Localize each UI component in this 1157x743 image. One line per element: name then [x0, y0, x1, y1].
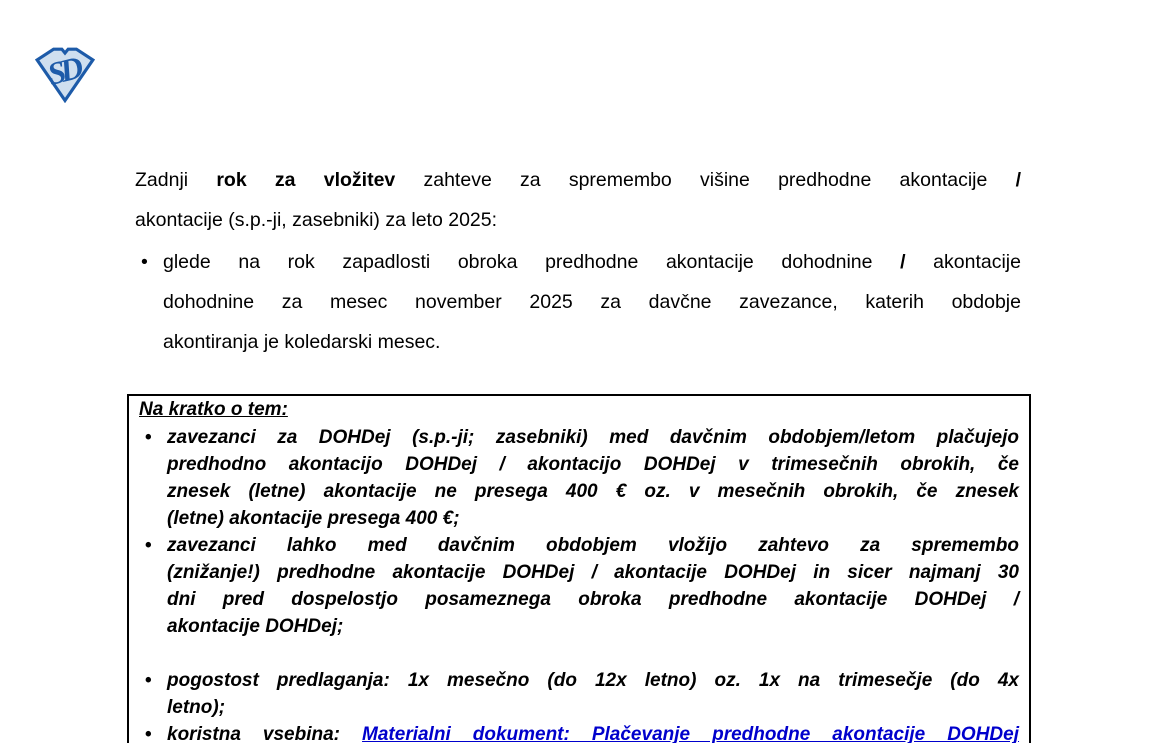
intro-paragraph — [135, 160, 1021, 240]
text-segment: glede na rok zapadlosti obroka predhodne akontacije dohodnine — [163, 251, 901, 273]
text-segment: rok za vložitev — [216, 169, 396, 191]
text-line — [167, 586, 1019, 613]
summary-box — [127, 394, 1031, 743]
text-line — [167, 505, 1019, 532]
summary-bullet-1 — [167, 424, 1019, 532]
text-segment: pogostost predlaganja: 1x mesečno (do 12x letno) oz. 1x na trimesečje (do 4x — [167, 670, 1019, 691]
sd-logo — [33, 46, 97, 103]
text-segment: dni pred dospelostjo posameznega obroka predhodne akontacije DOHDej / — [167, 589, 1019, 610]
text-line — [167, 613, 1019, 640]
text-line — [163, 282, 1021, 322]
text-segment: predhodno akontacijo DOHDej / akontacijo DOHDej v trimesečnih obrokih, če — [167, 454, 1019, 475]
text-segment: zavezanci za DOHDej (s.p.-ji; zasebniki) med davčnim obdobjem/letom plačujejo — [167, 427, 1019, 448]
list-item — [139, 532, 1019, 640]
text-line — [167, 694, 1019, 721]
summary-bullet-3 — [167, 667, 1019, 721]
text-segment: letno); — [167, 697, 226, 718]
text-segment: koristna vsebina: — [167, 724, 363, 743]
text-segment: zahteve za spremembo višine predhodne akontacije — [395, 169, 1016, 191]
bullet-icon: • — [145, 670, 152, 691]
text-segment: akontiranja je koledarski mesec. — [163, 331, 441, 353]
text-line — [167, 667, 1019, 694]
text-segment: (znižanje!) predhodne akontacije DOHDej / akontacije DOHDej in sicer najmanj 30 — [167, 562, 1019, 583]
bullet-icon: • — [145, 535, 152, 556]
text-segment: / — [900, 251, 906, 273]
text-line — [167, 478, 1019, 505]
deadline-bullet-text — [163, 242, 1021, 362]
text-line — [163, 242, 1021, 282]
summary-box-title: Na kratko o tem: — [139, 399, 288, 420]
text-line — [167, 532, 1019, 559]
intro-section — [135, 160, 1021, 362]
text-line — [167, 451, 1019, 478]
list-item — [139, 667, 1019, 721]
text-line — [163, 322, 1021, 362]
list-item — [139, 424, 1019, 532]
text-line — [167, 424, 1019, 451]
text-segment: akontacije — [905, 251, 1021, 273]
deadline-bullet-list — [135, 242, 1021, 362]
text-segment: znesek (letne) akontacije ne presega 400 € oz. v mesečnih obrokih, če znesek — [167, 481, 1019, 502]
summary-bullet-4 — [167, 721, 1019, 743]
bullet-icon: • — [145, 724, 152, 743]
text-segment: dohodnine za mesec november 2025 za davčne zavezance, katerih obdobje — [163, 291, 1021, 313]
text-segment: akontacije (s.p.-ji, zasebniki) za leto 2025: — [135, 209, 498, 231]
text-line — [135, 160, 1021, 200]
summary-bullet-2 — [167, 532, 1019, 640]
text-line — [167, 559, 1019, 586]
bullet-icon: • — [141, 251, 148, 273]
list-item — [139, 721, 1019, 743]
text-segment: Zadnji — [135, 169, 217, 191]
materialni-dokument-link[interactable]: Materialni dokument: Plačevanje predhodne akontacije DOHDej — [362, 724, 1020, 743]
sd-logo-letters: SD — [44, 50, 83, 92]
list-item — [135, 242, 1021, 362]
text-segment: (letne) akontacije presega 400 €; — [167, 508, 460, 529]
text-line — [135, 200, 1021, 240]
text-line — [167, 721, 1019, 743]
summary-bullet-list — [139, 424, 1019, 743]
text-segment: zavezanci lahko med davčnim obdobjem vložijo zahtevo za spremembo — [167, 535, 1019, 556]
text-segment: / — [1015, 169, 1022, 191]
bullet-icon: • — [145, 427, 152, 448]
text-segment: akontacije DOHDej; — [167, 616, 344, 637]
